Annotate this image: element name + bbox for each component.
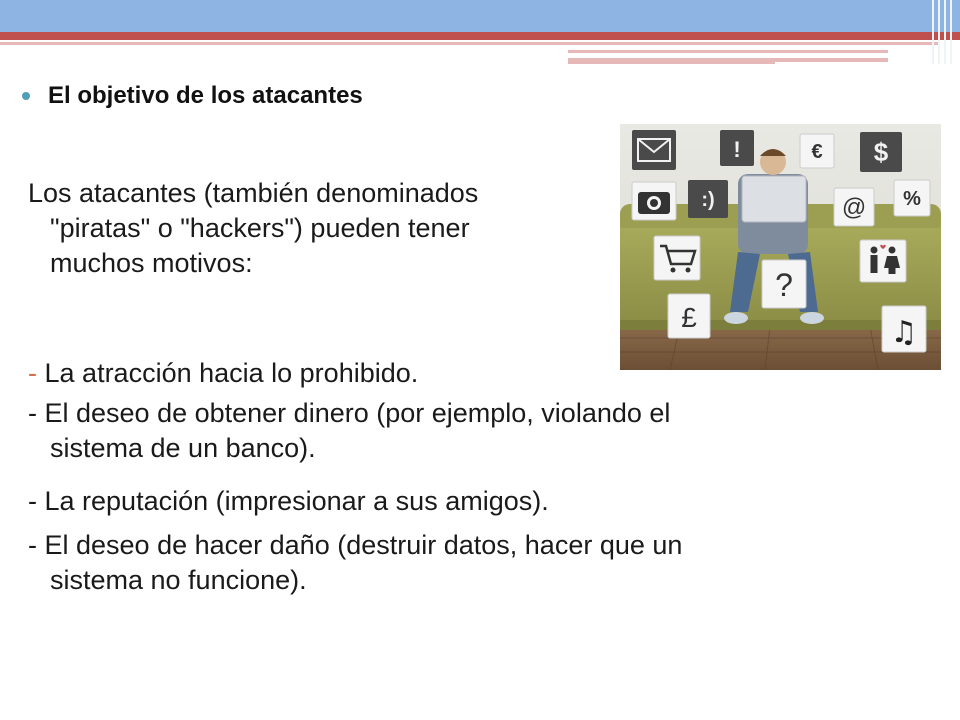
header-red-band: [0, 32, 960, 40]
couple-icon: [860, 240, 906, 282]
motive-item-dano: [28, 528, 908, 598]
svg-text:%: %: [903, 188, 921, 210]
envelope-icon: [632, 130, 676, 170]
music-icon: [882, 306, 926, 352]
motive-text-reputacion: - La reputación (impresionar a sus amigos).: [28, 486, 549, 516]
motive-text-prohibido: La atracción hacia lo prohibido.: [44, 358, 419, 388]
svg-text:€: €: [811, 141, 823, 163]
slide-heading-text: El objetivo de los atacantes: [48, 82, 363, 109]
motive-line-dinero-2: sistema de un banco).: [50, 433, 316, 463]
svg-text:?: ?: [775, 267, 793, 303]
motive-dash: -: [28, 358, 37, 388]
motive-line-dano-2: sistema no funcione).: [50, 565, 307, 595]
svg-text:£: £: [681, 302, 697, 333]
svg-text::): :): [701, 189, 715, 211]
smiley-icon: [688, 180, 728, 218]
pound-icon: [668, 294, 710, 338]
intro-line-1: Los atacantes (también denominados: [28, 178, 479, 208]
intro-line-2: "piratas" o "hackers") pueden tener: [50, 213, 470, 243]
exclamation-icon: [720, 130, 754, 166]
euro-icon: [800, 134, 834, 168]
header-corner-lines: [932, 0, 954, 64]
percent-icon: [894, 180, 930, 216]
intro-line-3: muchos motivos:: [50, 248, 253, 278]
at-icon: [834, 188, 874, 226]
svg-text:@: @: [841, 194, 867, 221]
question-icon: [762, 260, 806, 308]
motive-item-dinero: [28, 396, 908, 466]
camera-icon: [632, 182, 676, 220]
hacker-laptop-photo: [620, 124, 941, 370]
cart-icon: [654, 236, 700, 280]
dollar-icon: [860, 132, 902, 172]
svg-text:!: !: [733, 137, 741, 162]
header-blue-band: [0, 0, 960, 32]
slide-heading: [22, 82, 363, 110]
header-pink-band: [0, 42, 940, 45]
motive-item-reputacion: [28, 484, 549, 519]
svg-text:♫: ♫: [890, 315, 918, 350]
bullet-dot: [22, 92, 30, 100]
motive-line-dinero-1: - El deseo de obtener dinero (por ejemplo, violando el: [28, 398, 671, 428]
motive-item-prohibido: [28, 356, 418, 391]
intro-paragraph: [28, 176, 588, 281]
svg-text:$: $: [873, 137, 889, 167]
header-pink-stripe: [568, 50, 888, 53]
motive-line-dano-1: - El deseo de hacer daño (destruir datos, hacer que un: [28, 530, 683, 560]
